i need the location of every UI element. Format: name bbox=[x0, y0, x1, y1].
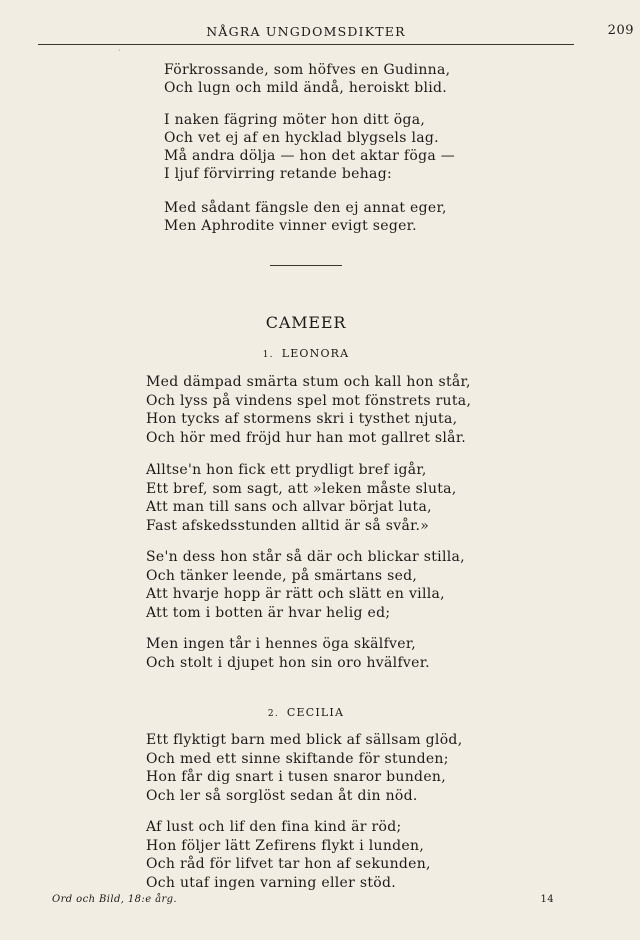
poem1-stanza-2 bbox=[164, 111, 455, 183]
leonora-stanza-4 bbox=[146, 635, 430, 672]
verse-line: I naken fägring möter hon ditt öga, bbox=[164, 112, 426, 128]
verse-line: Att man till sans och allvar börjat luta, bbox=[146, 499, 432, 515]
verse-line: Att tom i botten är hvar helig ed; bbox=[146, 604, 391, 621]
leonora-stanza-2 bbox=[146, 461, 457, 535]
verse-line: Alltse'n hon fick ett prydligt bref igår, bbox=[146, 462, 427, 478]
verse-line: Och stolt i djupet hon sin oro hvälfver. bbox=[146, 654, 430, 671]
leonora-stanza-1 bbox=[146, 373, 471, 447]
signature-mark: 14 bbox=[540, 894, 554, 905]
verse-line: Må andra dölja — hon det aktar föga — bbox=[164, 148, 456, 164]
running-head bbox=[38, 22, 634, 45]
verse-line: Och tänker leende, på smärtans sed, bbox=[146, 567, 418, 584]
paper-speck-icon: ‘ bbox=[118, 48, 121, 57]
cecilia-stanza-1 bbox=[146, 731, 462, 805]
verse-line: Och lyss på vindens spel mot fönstrets ruta, bbox=[146, 392, 472, 409]
page-number: 209 bbox=[607, 23, 634, 38]
running-title: NÅGRA UNGDOMSDIKTER bbox=[206, 24, 406, 39]
verse-line: Och lugn och mild ändå, heroiskt blid. bbox=[164, 80, 448, 96]
part-number: 1. bbox=[262, 350, 274, 360]
section-title: CAMEER bbox=[265, 313, 347, 332]
verse-line: Med sådant fängsle den ej annat eger, bbox=[164, 200, 447, 216]
verse-line: Och hör med fröjd hur han mot gallret slår. bbox=[146, 429, 467, 446]
verse-line: Och råd för lifvet tar hon af sekunden, bbox=[146, 856, 431, 872]
section-divider bbox=[270, 265, 342, 266]
verse-line: Men ingen tår i hennes öga skälfver, bbox=[146, 636, 417, 652]
part-heading-cecilia bbox=[0, 706, 612, 719]
verse-line: Fast afskedsstunden alltid är så svår.» bbox=[146, 517, 430, 534]
verse-line: Hon följer lätt Zefirens flykt i lunden, bbox=[146, 837, 425, 854]
verse-line: Och med ett sinne skiftande för stunden; bbox=[146, 750, 449, 767]
verse-line: Att hvarje hopp är rätt och slätt en villa, bbox=[146, 586, 445, 602]
verse-line: Ett bref, som sagt, att »leken måste sluta, bbox=[146, 480, 457, 497]
footer-source: Ord och Bild, 18:e årg. bbox=[52, 894, 178, 905]
verse-line: Men Aphrodite vinner evigt seger. bbox=[164, 218, 417, 234]
verse-line: Af lust och lif den fina kind är röd; bbox=[146, 819, 402, 835]
verse-line: Och vet ej af en hycklad blygsels lag. bbox=[164, 130, 439, 146]
verse-line: Och ler så sorglöst sedan åt din nöd. bbox=[146, 787, 418, 804]
verse-line: Förkrossande, som höfves en Gudinna, bbox=[164, 62, 451, 78]
verse-line: I ljuf förvirring retande behag: bbox=[164, 166, 392, 182]
verse-line: Med dämpad smärta stum och kall hon står, bbox=[146, 374, 471, 390]
part-name: CECILIA bbox=[286, 706, 345, 719]
verse-line: Se'n dess hon står så där och blickar stilla, bbox=[146, 549, 465, 565]
part-number: 2. bbox=[267, 709, 279, 719]
poem1-stanza-3 bbox=[164, 199, 447, 235]
part-name: LEONORA bbox=[281, 347, 350, 360]
part-heading-leonora bbox=[0, 347, 612, 360]
verse-line: Ett flyktigt barn med blick af sällsam glöd, bbox=[146, 732, 463, 748]
leonora-stanza-3 bbox=[146, 548, 465, 622]
poem1-stanza-1 bbox=[164, 61, 450, 97]
verse-line: Hon får dig snart i tusen snaror bunden, bbox=[146, 769, 446, 785]
cecilia-stanza-2 bbox=[146, 818, 431, 892]
verse-line: Hon tycks af stormens skri i tysthet njuta, bbox=[146, 411, 458, 427]
verse-line: Och utaf ingen varning eller stöd. bbox=[146, 874, 397, 891]
